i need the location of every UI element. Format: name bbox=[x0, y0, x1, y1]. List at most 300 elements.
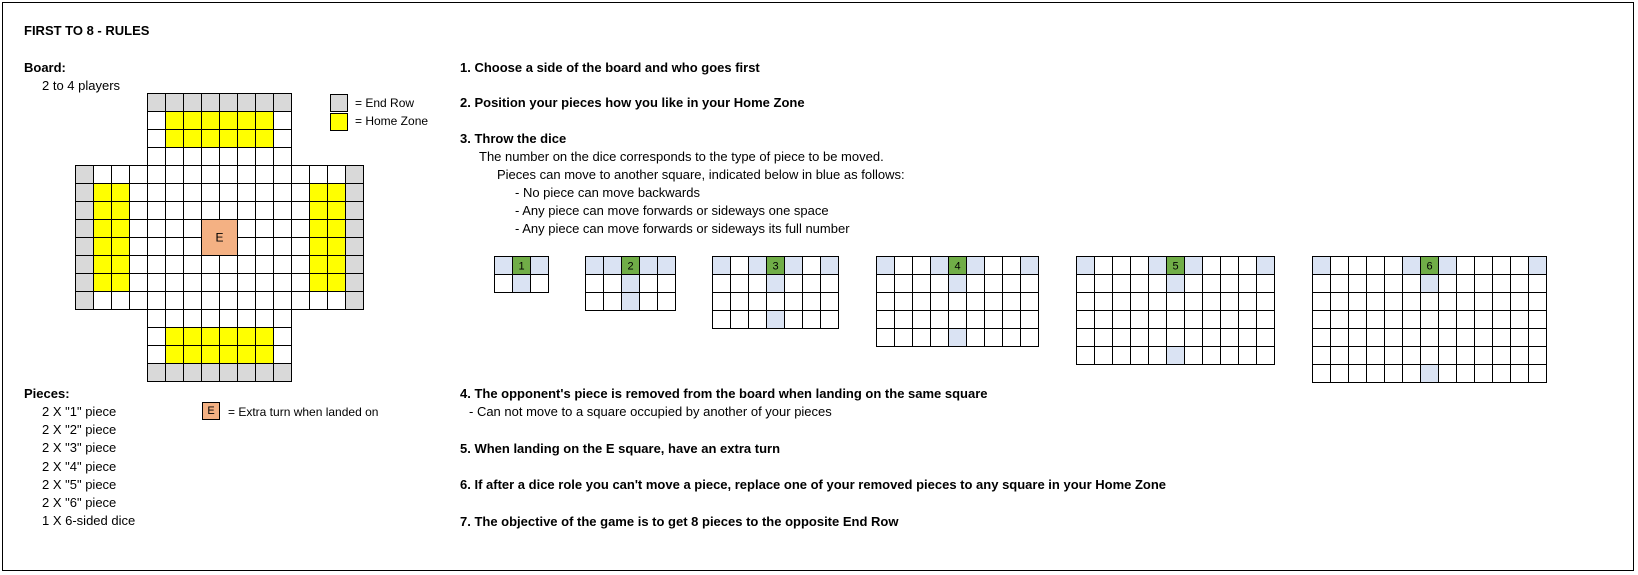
board-cell bbox=[112, 166, 130, 184]
end-row-cell bbox=[238, 94, 256, 112]
grid-cell bbox=[1511, 329, 1529, 347]
board-cell bbox=[328, 292, 346, 310]
home-zone-cell bbox=[184, 346, 202, 364]
grid-cell bbox=[1475, 329, 1493, 347]
rule-3: 3. Throw the dice bbox=[460, 131, 567, 146]
grid-cell bbox=[931, 329, 949, 347]
grid-cell bbox=[731, 275, 749, 293]
end-row-cell bbox=[346, 184, 364, 202]
grid-cell bbox=[604, 293, 622, 311]
move-cell bbox=[1167, 347, 1185, 365]
grid-cell bbox=[1475, 347, 1493, 365]
board-cell bbox=[112, 292, 130, 310]
board-cell bbox=[94, 166, 112, 184]
grid-cell bbox=[931, 293, 949, 311]
extra-turn-label: E bbox=[215, 230, 224, 245]
grid-cell bbox=[1331, 293, 1349, 311]
home-zone-cell bbox=[166, 328, 184, 346]
board-cell bbox=[274, 346, 292, 364]
board-cell bbox=[202, 256, 220, 274]
board-cell bbox=[292, 238, 310, 256]
piece-number: 5 bbox=[1172, 260, 1179, 273]
board-cell bbox=[202, 274, 220, 292]
grid-cell bbox=[1221, 257, 1239, 275]
grid-cell bbox=[1439, 329, 1457, 347]
end-row-cell bbox=[166, 94, 184, 112]
grid-cell bbox=[1257, 311, 1275, 329]
board-heading: Board: bbox=[24, 60, 66, 75]
end-row-cell bbox=[346, 238, 364, 256]
grid-cell bbox=[1257, 275, 1275, 293]
move-cell bbox=[1439, 257, 1457, 275]
board-cell bbox=[166, 274, 184, 292]
grid-cell bbox=[1349, 329, 1367, 347]
grid-cell bbox=[1367, 311, 1385, 329]
grid-cell bbox=[1239, 347, 1257, 365]
grid-cell bbox=[1475, 275, 1493, 293]
rule-4-note: - Can not move to a square occupied by another of your pieces bbox=[469, 404, 832, 419]
grid-cell bbox=[1203, 257, 1221, 275]
rule-3-move: Pieces can move to another square, indicated below in blue as follows: bbox=[497, 167, 905, 182]
grid-cell bbox=[1239, 311, 1257, 329]
move-cell bbox=[967, 257, 985, 275]
end-row-cell bbox=[346, 274, 364, 292]
grid-cell bbox=[985, 293, 1003, 311]
grid-cell bbox=[803, 311, 821, 329]
piece-item: 2 X "1" piece bbox=[42, 404, 117, 419]
home-zone-cell bbox=[220, 328, 238, 346]
board-cell bbox=[292, 202, 310, 220]
grid-cell bbox=[1203, 275, 1221, 293]
move-cell bbox=[949, 275, 967, 293]
grid-cell bbox=[1095, 293, 1113, 311]
grid-cell bbox=[1021, 293, 1039, 311]
board-cell bbox=[184, 256, 202, 274]
home-zone-cell bbox=[256, 328, 274, 346]
rule-4: 4. The opponent's piece is removed from the board when landing on the same square bbox=[460, 386, 988, 401]
grid-cell bbox=[1385, 311, 1403, 329]
grid-cell bbox=[1439, 347, 1457, 365]
grid-cell bbox=[877, 329, 895, 347]
board-cell bbox=[166, 220, 184, 238]
grid-cell bbox=[658, 275, 676, 293]
rule-3-full: - Any piece can move forwards or sideways its full number bbox=[515, 221, 850, 236]
grid-cell bbox=[1331, 311, 1349, 329]
board-cell bbox=[166, 238, 184, 256]
board-cell bbox=[292, 184, 310, 202]
board-cell bbox=[166, 292, 184, 310]
board-cell bbox=[274, 202, 292, 220]
grid-cell bbox=[1131, 257, 1149, 275]
board-cell bbox=[220, 292, 238, 310]
grid-cell bbox=[1385, 275, 1403, 293]
grid-cell bbox=[967, 275, 985, 293]
board-cell bbox=[238, 238, 256, 256]
grid-cell bbox=[1493, 275, 1511, 293]
move-cell bbox=[949, 329, 967, 347]
grid-cell bbox=[785, 311, 803, 329]
grid-cell bbox=[1403, 293, 1421, 311]
move-grid-1 bbox=[494, 256, 550, 294]
grid-cell bbox=[877, 311, 895, 329]
home-zone-cell bbox=[328, 220, 346, 238]
board-cell bbox=[130, 256, 148, 274]
move-cell bbox=[1077, 257, 1095, 275]
grid-cell bbox=[1131, 275, 1149, 293]
grid-cell bbox=[1313, 365, 1331, 383]
board-cell bbox=[220, 166, 238, 184]
home-zone-cell bbox=[310, 256, 328, 274]
home-zone-cell bbox=[112, 220, 130, 238]
grid-cell bbox=[1385, 347, 1403, 365]
grid-cell bbox=[658, 293, 676, 311]
grid-cell bbox=[1529, 347, 1547, 365]
grid-cell bbox=[895, 275, 913, 293]
home-zone-cell bbox=[94, 274, 112, 292]
home-zone-cell bbox=[328, 238, 346, 256]
grid-cell bbox=[1149, 293, 1167, 311]
move-cell bbox=[531, 257, 549, 275]
grid-cell bbox=[1313, 293, 1331, 311]
grid-cell bbox=[1385, 329, 1403, 347]
board-cell bbox=[166, 148, 184, 166]
grid-cell bbox=[1529, 311, 1547, 329]
grid-cell bbox=[1203, 347, 1221, 365]
board-cell bbox=[292, 256, 310, 274]
board-cell bbox=[94, 292, 112, 310]
board-cell bbox=[148, 346, 166, 364]
grid-cell bbox=[967, 311, 985, 329]
home-zone-cell bbox=[310, 202, 328, 220]
board-cell bbox=[202, 202, 220, 220]
grid-cell bbox=[767, 293, 785, 311]
end-row-cell bbox=[274, 94, 292, 112]
home-zone-cell bbox=[220, 130, 238, 148]
grid-cell bbox=[1095, 347, 1113, 365]
grid-cell bbox=[1367, 347, 1385, 365]
grid-cell bbox=[1475, 293, 1493, 311]
move-cell bbox=[1149, 257, 1167, 275]
grid-cell bbox=[1493, 311, 1511, 329]
home-zone-cell bbox=[166, 346, 184, 364]
board-cell bbox=[256, 166, 274, 184]
board-cell bbox=[238, 292, 256, 310]
home-zone-cell bbox=[202, 130, 220, 148]
end-row-cell bbox=[346, 202, 364, 220]
board-cell bbox=[166, 202, 184, 220]
grid-cell bbox=[913, 257, 931, 275]
grid-cell bbox=[731, 311, 749, 329]
home-zone-cell bbox=[256, 112, 274, 130]
grid-cell bbox=[531, 275, 549, 293]
grid-cell bbox=[1095, 275, 1113, 293]
grid-cell bbox=[1203, 311, 1221, 329]
end-row-cell bbox=[238, 364, 256, 382]
end-row-cell bbox=[346, 220, 364, 238]
piece-item: 2 X "5" piece bbox=[42, 476, 117, 492]
grid-cell bbox=[1131, 311, 1149, 329]
grid-cell bbox=[1113, 329, 1131, 347]
grid-cell bbox=[803, 257, 821, 275]
home-zone-cell bbox=[202, 328, 220, 346]
board-cell bbox=[256, 274, 274, 292]
end-row-cell bbox=[256, 94, 274, 112]
grid-cell bbox=[1185, 275, 1203, 293]
grid-cell bbox=[1457, 311, 1475, 329]
board-cell bbox=[148, 292, 166, 310]
board-cell bbox=[274, 220, 292, 238]
grid-cell bbox=[1239, 275, 1257, 293]
board-cell bbox=[184, 166, 202, 184]
grid-cell bbox=[1003, 311, 1021, 329]
board-cell bbox=[148, 166, 166, 184]
board-cell bbox=[166, 184, 184, 202]
grid-cell bbox=[1077, 347, 1095, 365]
grid-cell bbox=[1367, 365, 1385, 383]
home-zone-cell bbox=[112, 202, 130, 220]
home-zone-cell bbox=[238, 130, 256, 148]
board-cell bbox=[130, 274, 148, 292]
grid-cell bbox=[1131, 347, 1149, 365]
end-row-cell bbox=[148, 364, 166, 382]
home-zone-cell bbox=[184, 130, 202, 148]
grid-cell bbox=[1529, 275, 1547, 293]
grid-cell bbox=[1385, 257, 1403, 275]
board-cell bbox=[274, 184, 292, 202]
grid-cell bbox=[1367, 275, 1385, 293]
grid-cell bbox=[586, 275, 604, 293]
board-cell bbox=[274, 274, 292, 292]
grid-cell bbox=[1003, 257, 1021, 275]
move-cell bbox=[1167, 275, 1185, 293]
grid-cell bbox=[1457, 293, 1475, 311]
grid-cell bbox=[1113, 347, 1131, 365]
grid-cell bbox=[1095, 257, 1113, 275]
grid-cell bbox=[1529, 365, 1547, 383]
grid-cell bbox=[1239, 257, 1257, 275]
home-zone-cell bbox=[220, 112, 238, 130]
grid-cell bbox=[1313, 347, 1331, 365]
move-cell bbox=[622, 293, 640, 311]
grid-cell bbox=[1149, 347, 1167, 365]
grid-cell bbox=[586, 293, 604, 311]
end-row-cell bbox=[220, 364, 238, 382]
board-cell bbox=[130, 184, 148, 202]
grid-cell bbox=[1149, 311, 1167, 329]
home-zone-cell bbox=[238, 346, 256, 364]
board-cell bbox=[220, 202, 238, 220]
home-zone-cell bbox=[184, 112, 202, 130]
grid-cell bbox=[1149, 329, 1167, 347]
grid-cell bbox=[1349, 275, 1367, 293]
piece-item: 2 X "2" piece bbox=[42, 422, 117, 438]
board-cell bbox=[220, 274, 238, 292]
grid-cell bbox=[1313, 275, 1331, 293]
grid-cell bbox=[713, 293, 731, 311]
grid-cell bbox=[913, 311, 931, 329]
piece-item: 1 X 6-sided dice bbox=[42, 513, 136, 529]
grid-cell bbox=[1167, 329, 1185, 347]
grid-cell bbox=[1511, 365, 1529, 383]
grid-cell bbox=[895, 311, 913, 329]
grid-cell bbox=[1167, 311, 1185, 329]
grid-cell bbox=[1349, 311, 1367, 329]
home-zone-cell bbox=[256, 130, 274, 148]
grid-cell bbox=[821, 293, 839, 311]
grid-cell bbox=[1221, 311, 1239, 329]
grid-cell bbox=[1239, 293, 1257, 311]
grid-cell bbox=[1331, 347, 1349, 365]
grid-cell bbox=[913, 329, 931, 347]
board-cell bbox=[328, 166, 346, 184]
grid-cell bbox=[1493, 347, 1511, 365]
board-cell bbox=[148, 184, 166, 202]
board-cell bbox=[274, 292, 292, 310]
grid-cell bbox=[731, 293, 749, 311]
board-cell bbox=[184, 202, 202, 220]
end-row-cell bbox=[256, 364, 274, 382]
grid-cell bbox=[949, 311, 967, 329]
grid-cell bbox=[913, 293, 931, 311]
move-cell bbox=[622, 275, 640, 293]
home-zone-cell bbox=[328, 184, 346, 202]
grid-cell bbox=[1113, 257, 1131, 275]
grid-cell bbox=[1511, 311, 1529, 329]
board-cell bbox=[202, 292, 220, 310]
grid-cell bbox=[1113, 293, 1131, 311]
grid-cell bbox=[1331, 275, 1349, 293]
grid-cell bbox=[1421, 347, 1439, 365]
grid-cell bbox=[1095, 311, 1113, 329]
board-cell bbox=[166, 256, 184, 274]
grid-cell bbox=[1421, 329, 1439, 347]
move-cell bbox=[586, 257, 604, 275]
board-cell bbox=[184, 238, 202, 256]
grid-cell bbox=[931, 275, 949, 293]
grid-cell bbox=[949, 293, 967, 311]
end-row-cell bbox=[346, 292, 364, 310]
board-cell bbox=[256, 184, 274, 202]
board-cell bbox=[130, 166, 148, 184]
home-zone-cell bbox=[202, 346, 220, 364]
grid-cell bbox=[895, 293, 913, 311]
home-zone-cell bbox=[310, 220, 328, 238]
grid-cell bbox=[985, 275, 1003, 293]
board-cell bbox=[274, 238, 292, 256]
grid-cell bbox=[1457, 275, 1475, 293]
board-cell bbox=[202, 184, 220, 202]
grid-cell bbox=[1349, 347, 1367, 365]
grid-cell bbox=[749, 311, 767, 329]
end-row-cell bbox=[184, 364, 202, 382]
grid-cell bbox=[1439, 293, 1457, 311]
board-cell bbox=[274, 112, 292, 130]
grid-cell bbox=[1221, 329, 1239, 347]
end-row-cell bbox=[76, 292, 94, 310]
move-grid-4 bbox=[876, 256, 1040, 348]
grid-cell bbox=[1021, 275, 1039, 293]
board-cell bbox=[274, 310, 292, 328]
grid-cell bbox=[1203, 293, 1221, 311]
grid-cell bbox=[1257, 329, 1275, 347]
grid-cell bbox=[1021, 311, 1039, 329]
game-board bbox=[75, 93, 369, 385]
end-row-cell bbox=[202, 94, 220, 112]
home-zone-cell bbox=[94, 202, 112, 220]
grid-cell bbox=[1367, 257, 1385, 275]
grid-cell bbox=[1367, 293, 1385, 311]
move-cell bbox=[1021, 257, 1039, 275]
grid-cell bbox=[803, 275, 821, 293]
home-zone-cell bbox=[112, 184, 130, 202]
grid-cell bbox=[749, 293, 767, 311]
grid-cell bbox=[785, 293, 803, 311]
grid-cell bbox=[1493, 329, 1511, 347]
players-text: 2 to 4 players bbox=[42, 78, 121, 93]
board-cell bbox=[292, 220, 310, 238]
grid-cell bbox=[1203, 329, 1221, 347]
grid-cell bbox=[1511, 275, 1529, 293]
grid-cell bbox=[1221, 293, 1239, 311]
move-cell bbox=[1257, 257, 1275, 275]
grid-cell bbox=[495, 275, 513, 293]
grid-cell bbox=[1403, 365, 1421, 383]
board-cell bbox=[148, 238, 166, 256]
grid-cell bbox=[1221, 275, 1239, 293]
grid-cell bbox=[1131, 329, 1149, 347]
grid-cell bbox=[895, 329, 913, 347]
grid-cell bbox=[1367, 329, 1385, 347]
grid-cell bbox=[1439, 311, 1457, 329]
end-row-cell bbox=[148, 94, 166, 112]
move-cell bbox=[513, 275, 531, 293]
grid-cell bbox=[1331, 365, 1349, 383]
board-cell bbox=[184, 148, 202, 166]
board-cell bbox=[274, 166, 292, 184]
grid-cell bbox=[640, 293, 658, 311]
grid-cell bbox=[1511, 293, 1529, 311]
grid-cell bbox=[1529, 293, 1547, 311]
grid-cell bbox=[1239, 329, 1257, 347]
board-cell bbox=[148, 256, 166, 274]
grid-cell bbox=[1313, 311, 1331, 329]
grid-cell bbox=[1185, 329, 1203, 347]
grid-cell bbox=[1457, 365, 1475, 383]
board-cell bbox=[256, 220, 274, 238]
piece-number: 4 bbox=[954, 260, 961, 273]
grid-cell bbox=[1185, 347, 1203, 365]
grid-cell bbox=[749, 275, 767, 293]
grid-cell bbox=[1403, 311, 1421, 329]
board-cell bbox=[166, 166, 184, 184]
move-cell bbox=[1421, 365, 1439, 383]
grid-cell bbox=[1421, 311, 1439, 329]
board-cell bbox=[256, 202, 274, 220]
grid-cell bbox=[967, 293, 985, 311]
end-row-cell bbox=[76, 274, 94, 292]
rule-7: 7. The objective of the game is to get 8 pieces to the opposite End Row bbox=[460, 514, 899, 529]
pieces-heading: Pieces: bbox=[24, 386, 70, 401]
grid-cell bbox=[967, 329, 985, 347]
grid-cell bbox=[1385, 365, 1403, 383]
board-cell bbox=[184, 310, 202, 328]
grid-cell bbox=[1457, 329, 1475, 347]
home-zone-swatch bbox=[330, 113, 348, 131]
move-grid-6 bbox=[1312, 256, 1548, 384]
grid-cell bbox=[1113, 275, 1131, 293]
board-cell bbox=[238, 310, 256, 328]
piece-item: 2 X "4" piece bbox=[42, 458, 117, 474]
